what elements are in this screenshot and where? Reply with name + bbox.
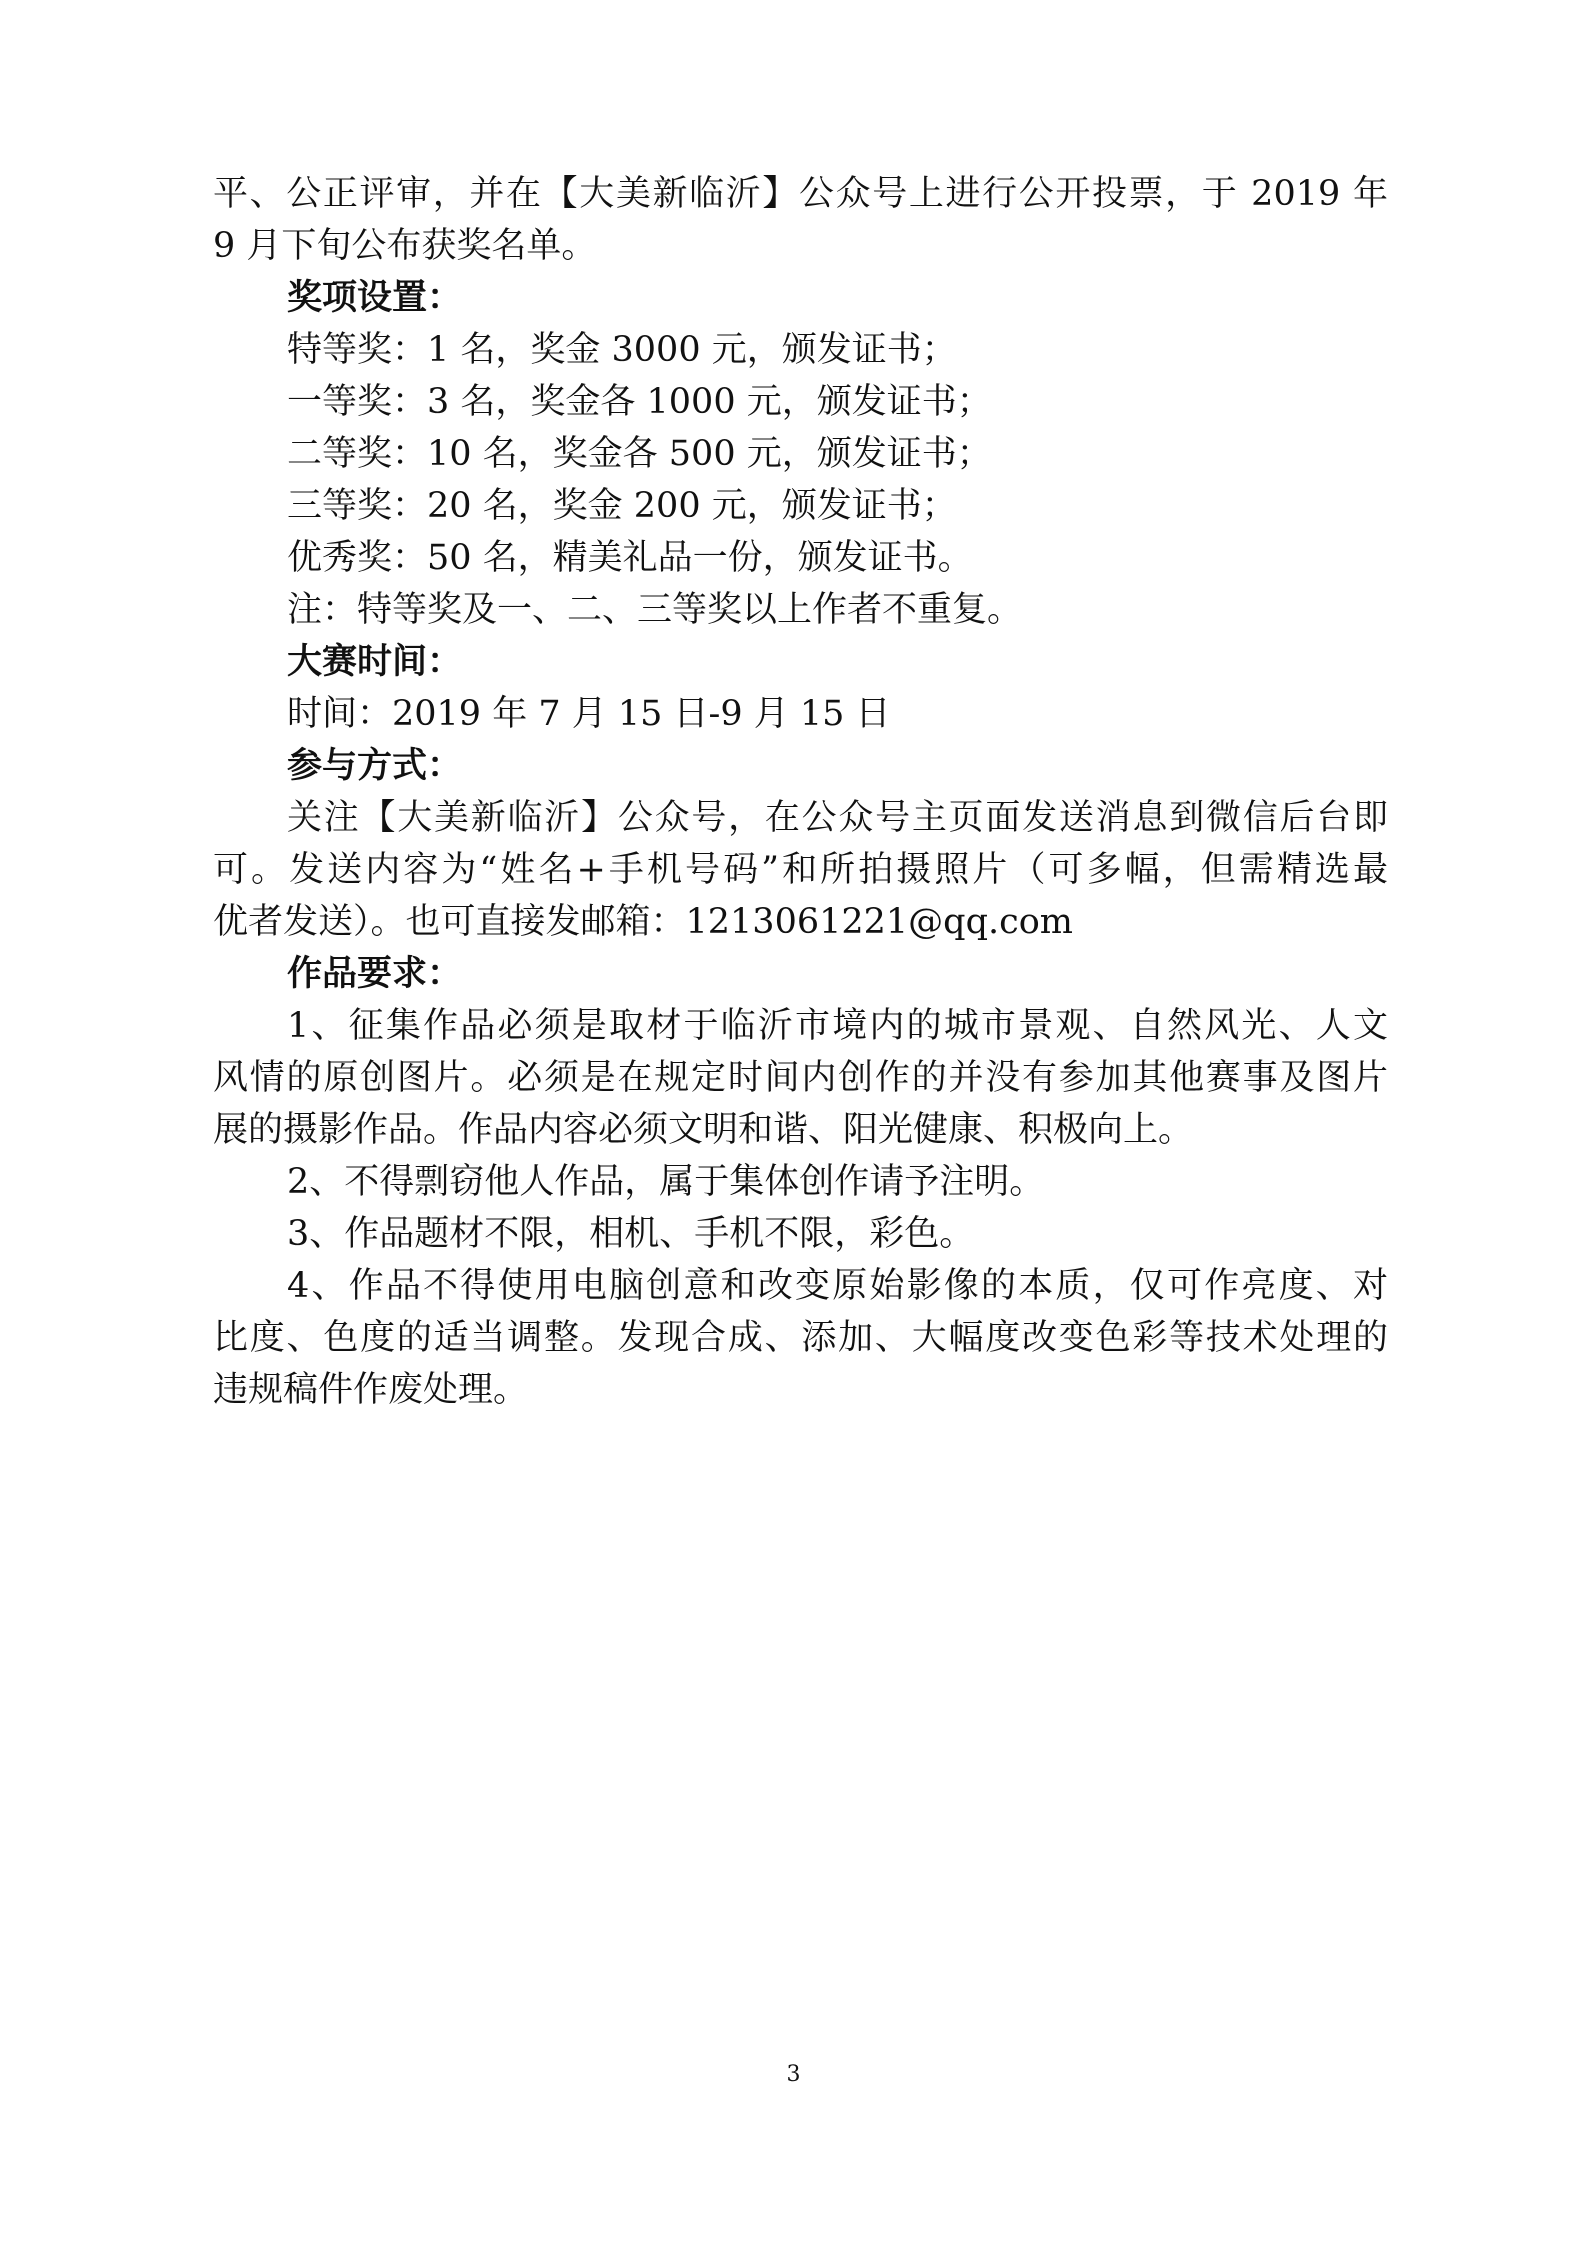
- intro-line: 9 月下旬公布获奖名单。: [213, 226, 597, 266]
- participation-heading: 参与方式：: [287, 746, 463, 786]
- award-item-second: 二等奖：10 名，奖金各 500 元，颁发证书；: [287, 434, 992, 474]
- requirements-heading: 作品要求：: [287, 954, 463, 994]
- participation-line: 优者发送）。也可直接发邮箱：1213061221@qq.com: [213, 902, 1073, 942]
- schedule-time: 时间：2019 年 7 月 15 日-9 月 15 日: [287, 694, 891, 734]
- requirement-1-line: 风情的原创图片。必须是在规定时间内创作的并没有参加其他赛事及图片: [213, 1058, 1388, 1098]
- awards-heading: 奖项设置：: [287, 278, 463, 318]
- intro-line: 平、公正评审，并在【大美新临沂】公众号上进行公开投票，于 2019 年: [213, 174, 1388, 214]
- award-item-excellence: 优秀奖：50 名，精美礼品一份，颁发证书。: [287, 538, 973, 578]
- page-number: 3: [786, 2062, 801, 2087]
- requirement-1-line: 展的摄影作品。作品内容必须文明和谐、阳光健康、积极向上。: [213, 1110, 1194, 1150]
- requirement-4-line: 4、作品不得使用电脑创意和改变原始影像的本质，仅可作亮度、对: [287, 1266, 1388, 1306]
- award-item-first: 一等奖：3 名，奖金各 1000 元，颁发证书；: [287, 382, 992, 422]
- schedule-heading: 大赛时间：: [287, 642, 463, 682]
- award-item-grand: 特等奖：1 名，奖金 3000 元，颁发证书；: [287, 330, 957, 370]
- awards-note: 注：特等奖及一、二、三等奖以上作者不重复。: [287, 590, 1023, 630]
- requirement-3: 3、作品题材不限，相机、手机不限，彩色。: [287, 1214, 975, 1254]
- participation-line: 关注【大美新临沂】公众号，在公众号主页面发送消息到微信后台即: [287, 798, 1388, 838]
- requirement-4-line: 违规稿件作废处理。: [213, 1370, 529, 1410]
- requirement-1-line: 1、征集作品必须是取材于临沂市境内的城市景观、自然风光、人文: [287, 1006, 1388, 1046]
- participation-line: 可。发送内容为“姓名+手机号码”和所拍摄照片（可多幅，但需精选最: [213, 850, 1388, 890]
- requirement-4-line: 比度、色度的适当调整。发现合成、添加、大幅度改变色彩等技术处理的: [213, 1318, 1388, 1358]
- requirement-2: 2、不得剽窃他人作品，属于集体创作请予注明。: [287, 1162, 1045, 1202]
- award-item-third: 三等奖：20 名，奖金 200 元，颁发证书；: [287, 486, 957, 526]
